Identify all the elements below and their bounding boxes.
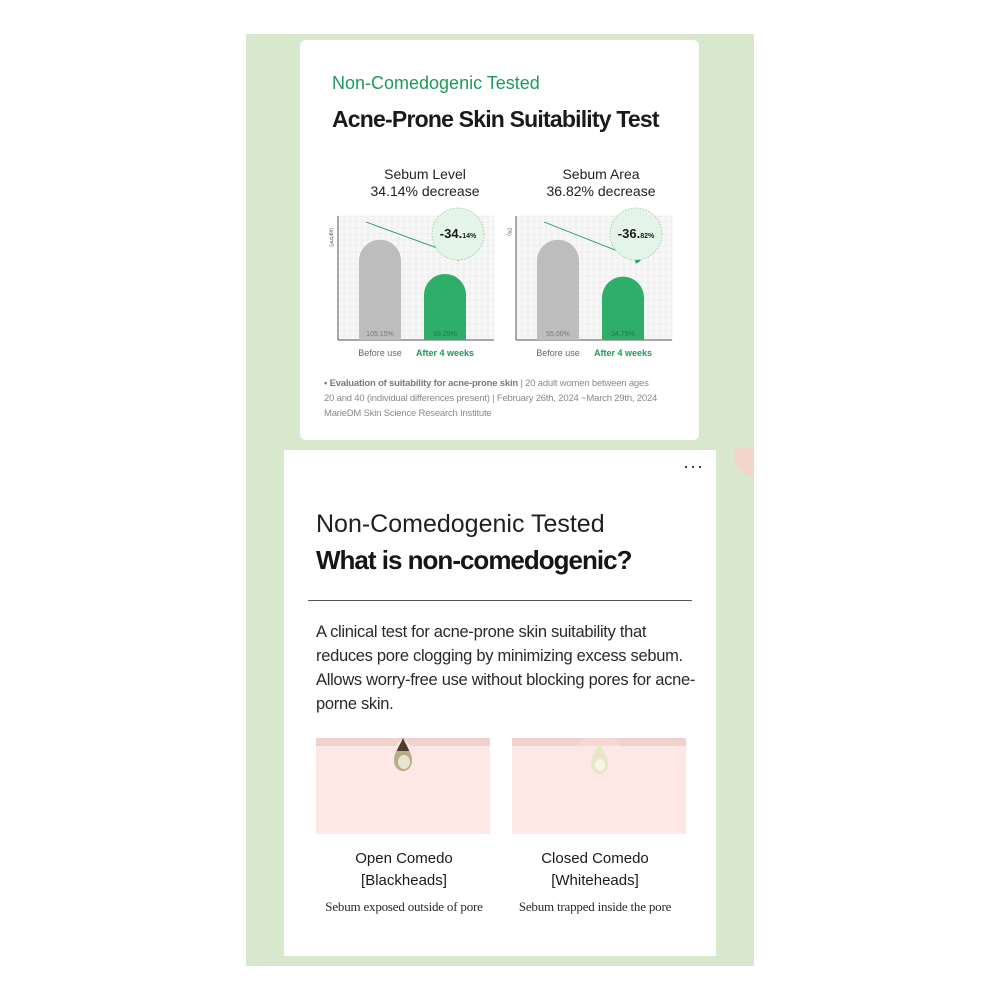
card-eyebrow: Non-Comedogenic Tested <box>332 73 540 93</box>
x-tick-label: After 4 weeks <box>415 348 475 358</box>
comedo-alias: [Whiteheads] <box>551 872 639 889</box>
closed-comedo-illustration <box>512 738 686 834</box>
sebum-level-chart <box>324 208 499 368</box>
y-axis-label: (%) <box>506 228 512 236</box>
card-title: What is non-comedogenic? <box>316 545 632 575</box>
bar-value-label: 34.75% <box>611 331 635 338</box>
x-tick-label: Before use <box>358 348 402 358</box>
bar-value-label: 69.25% <box>433 331 457 338</box>
change-label: -36.82% <box>617 226 655 241</box>
comedo-description: Sebum exposed outside of pore <box>325 899 483 914</box>
chart-heading <box>526 166 676 200</box>
divider <box>308 600 692 601</box>
comedo-alias: [Blackheads] <box>361 872 447 889</box>
more-horizontal-icon[interactable]: ··· <box>683 456 704 476</box>
description: A clinical test for acne-prone skin suitability that reduces pore clogging by minimizing excess sebum. Allows worry-free use without blocking pores for acne-porne skin. <box>316 623 696 713</box>
footnote-line2: 20 and 40 (individual differences present) | February 26th, 2024 ~March 29th, 2024 <box>324 393 658 404</box>
card-eyebrow: Non-Comedogenic Tested <box>316 510 605 538</box>
bar-before-use <box>359 240 401 340</box>
footnote-line3: MarieDM Skin Science Research Institute <box>324 408 492 419</box>
comedo-name: Open Comedo <box>355 850 453 867</box>
y-axis-label: (μg/cm²) <box>328 228 334 247</box>
non-comedogenic-card <box>284 450 716 956</box>
chart-title: Sebum Area <box>562 166 640 182</box>
footnote-bold: • Evaluation of suitability for acne-prone skin <box>324 378 518 389</box>
x-tick-label: After 4 weeks <box>593 348 653 358</box>
open-comedo-illustration <box>316 738 490 834</box>
sebum-area-chart <box>502 208 677 368</box>
comedo-name: Closed Comedo <box>541 850 649 867</box>
footnote-line1: | 20 adult women between ages <box>518 378 649 389</box>
card-title: Acne-Prone Skin Suitability Test <box>332 106 659 132</box>
bar-value-label: 105.15% <box>366 331 394 338</box>
closed-comedo-caption <box>495 848 695 916</box>
chart-subtitle: 34.14% decrease <box>370 183 480 199</box>
suitability-test-card <box>300 40 699 440</box>
footnote <box>324 376 684 421</box>
bar-value-label: 55.00% <box>546 331 570 338</box>
open-comedo-caption <box>304 848 504 916</box>
chart-subtitle: 36.82% decrease <box>546 183 656 199</box>
chart-title: Sebum Level <box>384 166 466 182</box>
chart-heading <box>350 166 500 200</box>
comedo-description: Sebum trapped inside the pore <box>518 899 672 914</box>
change-label: -34.14% <box>439 226 477 241</box>
x-tick-label: Before use <box>536 348 580 358</box>
bar-before-use <box>537 240 579 340</box>
